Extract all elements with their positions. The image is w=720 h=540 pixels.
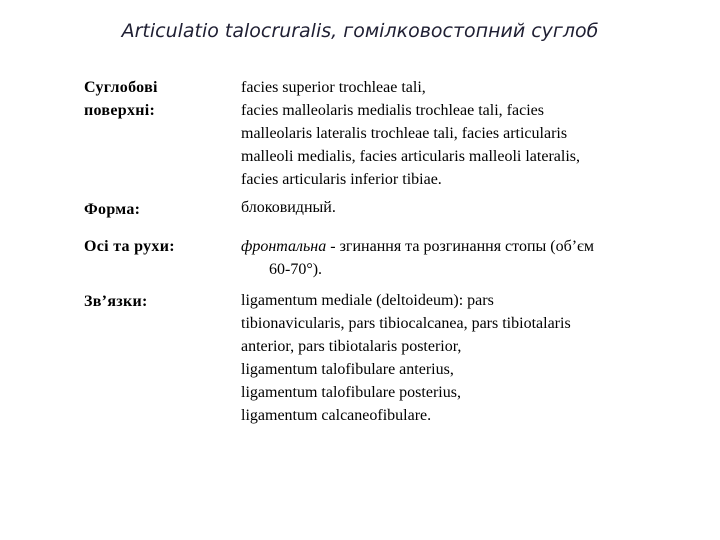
surfaces-line: facies superior trochleae tali, — [241, 79, 426, 96]
title-latin: Articulatio talocruralis — [121, 20, 332, 42]
ligaments-value — [241, 289, 571, 427]
slide-title — [0, 20, 720, 42]
surfaces-line: malleolaris lateralis trochleae tali, facies articularis — [241, 125, 568, 142]
ligament-line: anterior, pars tibiotalaris posterior, — [241, 338, 462, 355]
surfaces-label — [84, 76, 158, 122]
axis-name: фронтальна — [241, 238, 327, 255]
ligament-line: ligamentum calcaneofibulare. — [241, 407, 432, 424]
axis-description: - згинання та розгинання стопы (об’єм — [326, 238, 595, 255]
axes-line — [241, 235, 594, 258]
surfaces-line: facies malleolaris medialis trochleae tali, facies — [241, 102, 544, 119]
surfaces-value — [241, 76, 580, 191]
ligaments-label: Зв’язки: — [84, 293, 148, 310]
surfaces-label-line: поверхні: — [84, 102, 156, 119]
surfaces-line: malleoli medialis, facies articularis malleoli lateralis, — [241, 148, 580, 165]
shape-label: Форма: — [84, 201, 141, 218]
title-ukrainian: , гомілковостопний суглоб — [331, 20, 599, 42]
surfaces-line: facies articularis inferior tibiae. — [241, 171, 442, 188]
ligament-line: ligamentum mediale (deltoideum): pars — [241, 292, 494, 309]
axis-range: 60-70°). — [269, 261, 323, 278]
ligament-line: ligamentum talofibulare anterius, — [241, 361, 454, 378]
surfaces-label-line: Суглобові — [84, 79, 158, 96]
ligament-line: tibionavicularis, pars tibiocalcanea, pars tibiotalaris — [241, 315, 571, 332]
axes-label: Осі та рухи: — [84, 238, 175, 255]
ligament-line: ligamentum talofibulare posterius, — [241, 384, 461, 401]
shape-value: блоковидный. — [241, 199, 336, 216]
axes-value — [241, 235, 594, 281]
